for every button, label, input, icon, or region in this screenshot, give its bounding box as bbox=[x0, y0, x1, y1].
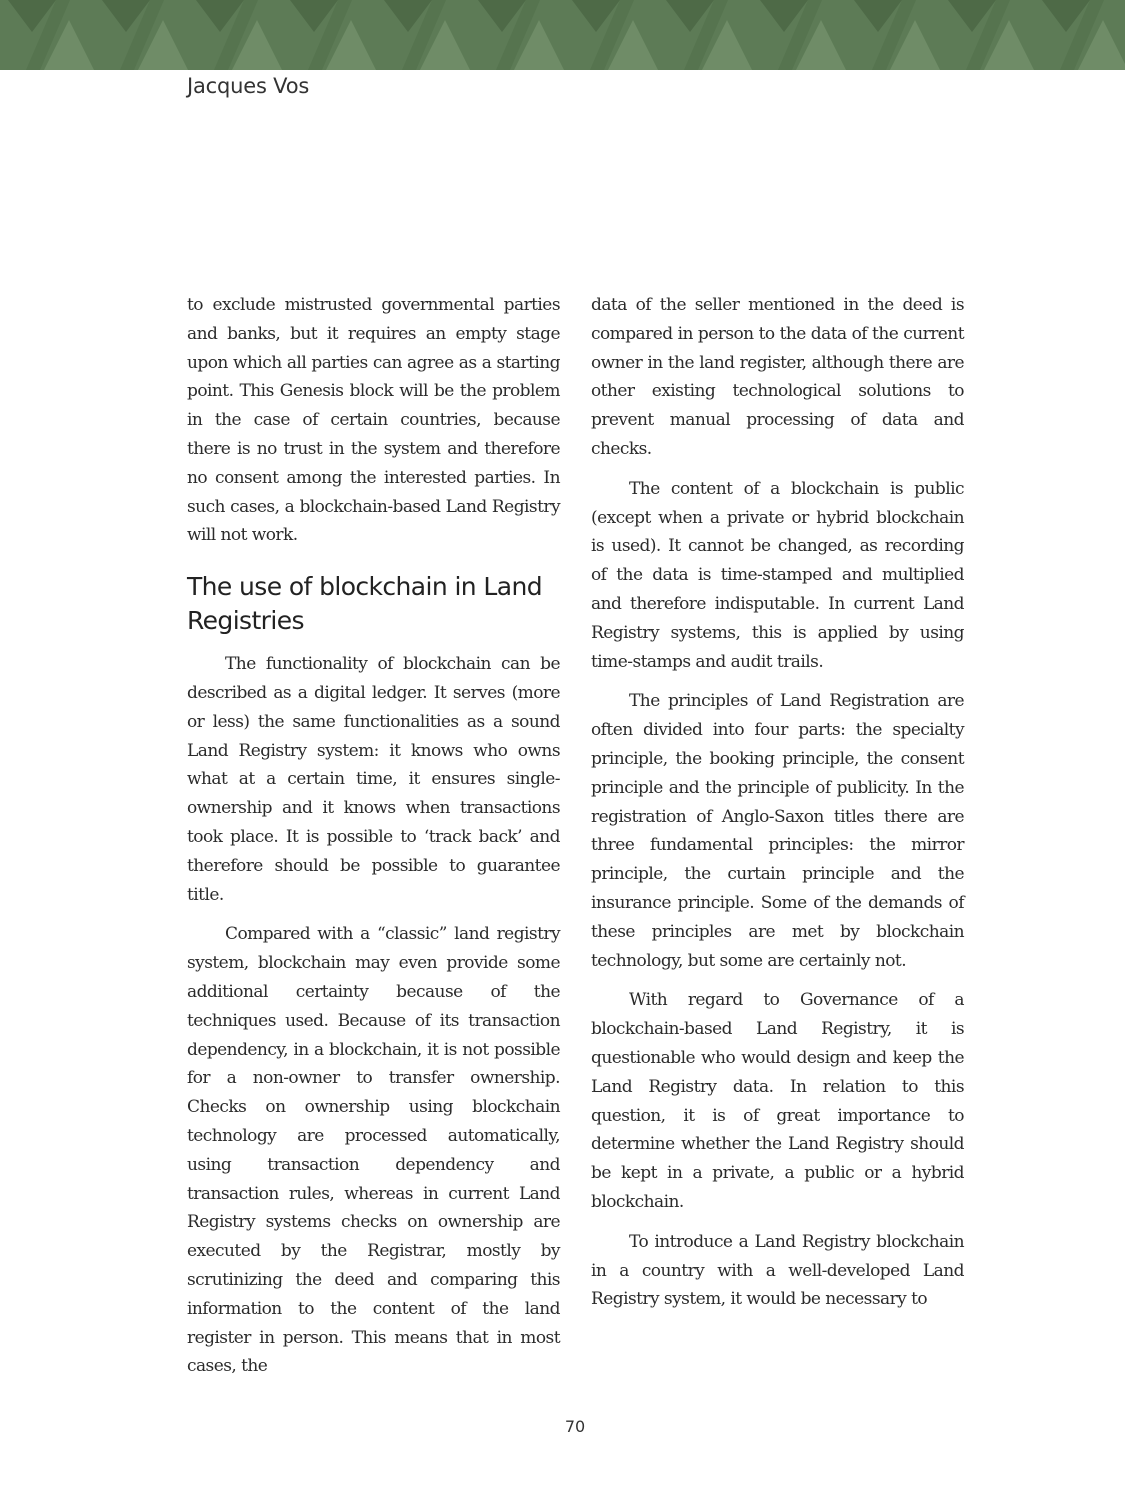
page-number: 70 bbox=[564, 1417, 586, 1436]
right-column bbox=[591, 291, 964, 1325]
header-banner bbox=[0, 0, 1125, 70]
paragraph: data of the seller mentioned in the deed is compared in person to the data of the current owner in the land register, although there are other existing technological solutions to prevent manual processing of data and checks. bbox=[591, 295, 964, 459]
section-heading: The use of blockchain in Land Registries bbox=[187, 572, 542, 636]
paragraph: The content of a blockchain is public (except when a private or hybrid blockchain is used). It cannot be changed, as recording of the data is time-stamped and multiplied and therefore indisputable. In current Land Registry systems, this is applied by using time-stamps and audit trails. bbox=[591, 478, 964, 672]
paragraph: To introduce a Land Registry blockchain in a country with a well-developed Land Registry system, it would be necessary to bbox=[591, 1231, 964, 1310]
paragraph: With regard to Governance of a blockchain-based Land Registry, it is questionable who would design and keep the Land Registry data. In relation to this question, it is of great importance to determine whether the Land Registry should be kept in a private, a public or a hybrid blockchain. bbox=[591, 990, 964, 1212]
paragraph: Compared with a “classic” land registry system, blockchain may even provide some additional certainty because of the techniques used. Because of its transaction dependency, in a blockchain, it is not possible for a non-owner to transfer ownership. Checks on ownership using blockchain technology are processed automatically, using transaction dependency and transaction rules, whereas in current Land Registry systems checks on ownership are executed by the Registrar, mostly by scrutinizing the deed and comparing this information to the content of the land register in person. This means that in most cases, the bbox=[187, 924, 560, 1377]
paragraph: to exclude mistrusted governmental parties and banks, but it requires an empty stage upon which all parties can agree as a starting point. This Genesis block will be the problem in the case of certain countries, because there is no trust in the system and therefore no consent among the interested parties. In such cases, a blockchain-based Land Registry will not work. bbox=[187, 295, 560, 546]
paragraph: The principles of Land Registration are often divided into four parts: the specialty principle, the booking principle, the consent principle and the principle of publicity. In the registration of Anglo-Saxon titles there are three fundamental principles: the mirror principle, the curtain principle and the insurance principle. Some of the demands of these principles are met by blockchain technology, but some are certainly not. bbox=[591, 691, 964, 971]
paragraph: The functionality of blockchain can be described as a digital ledger. It serves (more or less) the same functionalities as a sound Land Registry system: it knows who owns what at a certain time, it ensures single-ownership and it knows when transactions took place. It is possible to ‘track back’ and therefore should be possible to guarantee title. bbox=[187, 654, 560, 905]
author-name: Jacques Vos bbox=[187, 74, 310, 98]
chevron-pattern-graphic bbox=[0, 0, 1125, 70]
left-column bbox=[187, 291, 560, 1392]
